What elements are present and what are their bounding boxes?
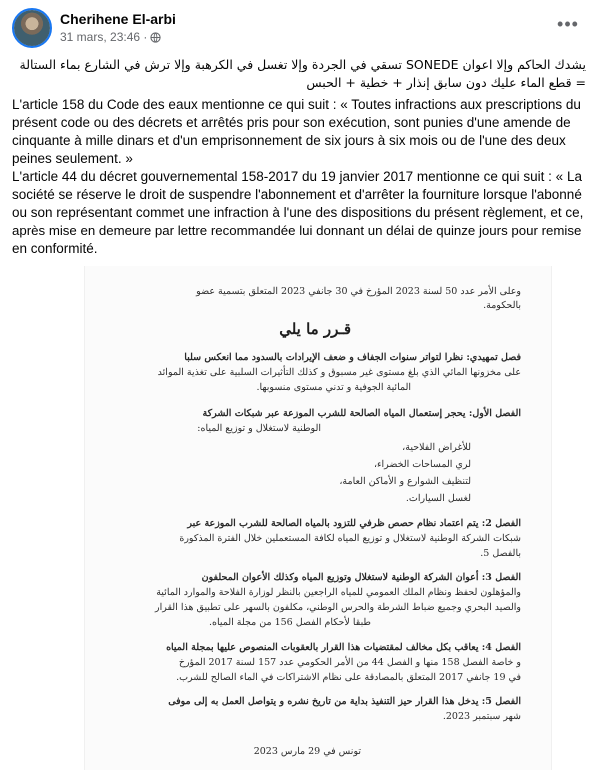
attached-document-image[interactable] bbox=[84, 266, 552, 770]
doc-list-item: لري المساحات الخضراء، bbox=[373, 459, 471, 470]
more-options-button[interactable]: ••• bbox=[557, 14, 579, 34]
post-header bbox=[12, 8, 586, 48]
doc-line: وعلى الأمر عدد 50 لسنة 2023 المؤرخ في 30 جانفي 2023 المتعلق بتسمية عضو bbox=[196, 286, 521, 297]
doc-line: في 19 جانفي 2017 المتعلق بالمصادقة على نظام الاشتراكات في الماء الصالح للشرب. bbox=[176, 672, 521, 683]
doc-line: بالفصل 5. bbox=[480, 548, 521, 559]
doc-line: و خاصة الفصل 158 منها و الفصل 44 من الأمر الحكومي عدد 157 لسنة 2017 المؤرخ bbox=[178, 657, 521, 668]
text-line: cinquante à mille dinars et d'un emprisonnement de six jours à six mois ou de l'une des deux bbox=[12, 133, 566, 148]
doc-line: الفصل 2: يتم اعتماد نظام حصص ظرفي للتزود بالمياه الصالحة للشرب الموزعة عبر bbox=[187, 518, 521, 529]
text-line: يشدك الحاكم وإلا اعوان SONEDE تسقي في الجردة وإلا تغسل في الكرهبة وإلا ترش في الشارع بماء الستالة bbox=[19, 57, 586, 72]
globe-icon bbox=[150, 32, 161, 43]
text-line: société se réserve le droit de suspendre l'abonnement et d'arrêter la fourniture lorsque l'abonné bbox=[12, 187, 582, 202]
doc-list-item: لغسل السيارات. bbox=[405, 493, 471, 504]
doc-line: شبكات الشركة الوطنية لاستغلال و توزيع المياه لكافة المستعملين خلال الفترة المذكورة bbox=[179, 533, 521, 544]
text-line: = قطع الماء عليك دون سابق إنذار + خطية + الحبس bbox=[306, 75, 586, 90]
doc-line: والمؤهلون لحفظ ونظام الملك العمومي للمياه الراجعين بالنظر لوزارة الفلاحة والموارد المائية bbox=[156, 587, 521, 598]
doc-line: الفصل 4: يعاقب بكل مخالف لمقتضيات هذا القرار بالعقوبات المنصوص عليها بمجلة المياه bbox=[166, 642, 521, 653]
text-line: ou son représentant commet une infraction à l'une des dispositions du présent règlement, et ce, bbox=[12, 205, 584, 220]
post-text-arabic bbox=[12, 56, 586, 92]
doc-line: على مخزونها المائي الذي بلغ مستوى غير مسبوق و كذلك التأثيرات السلبية على تغذية الموائد bbox=[157, 367, 521, 378]
author-avatar[interactable] bbox=[12, 8, 52, 48]
doc-line: فصل تمهيدي: نظرا لتواتر سنوات الجفاف و ضعف الإيرادات بالسدود مما انعكس سلبا bbox=[184, 352, 521, 363]
text-line: en conformité. bbox=[12, 241, 98, 256]
post-meta bbox=[60, 30, 161, 44]
doc-line: والصيد البحري وجميع ضباط الشرطة والحرس الوطني، مكلفون بالسهر على تطبيق هذا القرار bbox=[155, 602, 521, 613]
doc-list-item: للأغراض الفلاحية، bbox=[402, 442, 471, 453]
post-paragraph-article-44 bbox=[12, 168, 586, 258]
doc-line: بالحكومة. bbox=[483, 300, 521, 311]
doc-line: طبقا لأحكام الفصل 156 من مجلة المياه. bbox=[208, 617, 371, 628]
doc-line: الفصل 5: يدخل هذا القرار حيز التنفيذ بداية من تاريخ نشره و يتواصل العمل به إلى موفى bbox=[168, 696, 521, 707]
doc-line: شهر سبتمبر 2023. bbox=[442, 711, 521, 722]
text-line: présent code ou des décrets et arrêtés pris pour son exécution, sont punies d'une amende de bbox=[12, 115, 571, 130]
post-paragraph-article-158 bbox=[12, 96, 586, 168]
text-line: après mise en demeure par lettre recommandée lui donnant un délai de quinze jours pour remise bbox=[12, 223, 582, 238]
doc-line: المائية الجوفية و تدني مستوى منسوبها. bbox=[256, 382, 411, 393]
post-timestamp[interactable]: 31 mars, 23:46 · bbox=[60, 30, 148, 44]
author-name[interactable]: Cherihene El-arbi bbox=[60, 11, 176, 27]
doc-line: الوطنية لاستغلال و توزيع المياه: bbox=[197, 423, 321, 434]
doc-signature-date: تونس في 29 مارس 2023 bbox=[253, 746, 361, 757]
text-line: peines seulement. » bbox=[12, 151, 133, 166]
text-line: L'article 158 du Code des eaux mentionne ce qui suit : « Toutes infractions aux prescriptions du bbox=[12, 97, 581, 112]
text-line: L'article 44 du décret gouvernemental 158-2017 du 19 janvier 2017 mentionne ce qui suit : « La bbox=[12, 169, 582, 184]
doc-line: الفصل الأول: يحجر إستعمال المياه الصالحة للشرب الموزعة عبر شبكات الشركة bbox=[202, 408, 521, 419]
doc-line: الفصل 3: أعوان الشركة الوطنية لاستغلال وتوزيع المياه وكذلك الأعوان المحلفون bbox=[201, 572, 521, 583]
doc-list-item: لتنظيف الشوارع و الأماكن العامة، bbox=[339, 476, 471, 487]
doc-heading: قـرر ما يلي bbox=[279, 320, 351, 338]
